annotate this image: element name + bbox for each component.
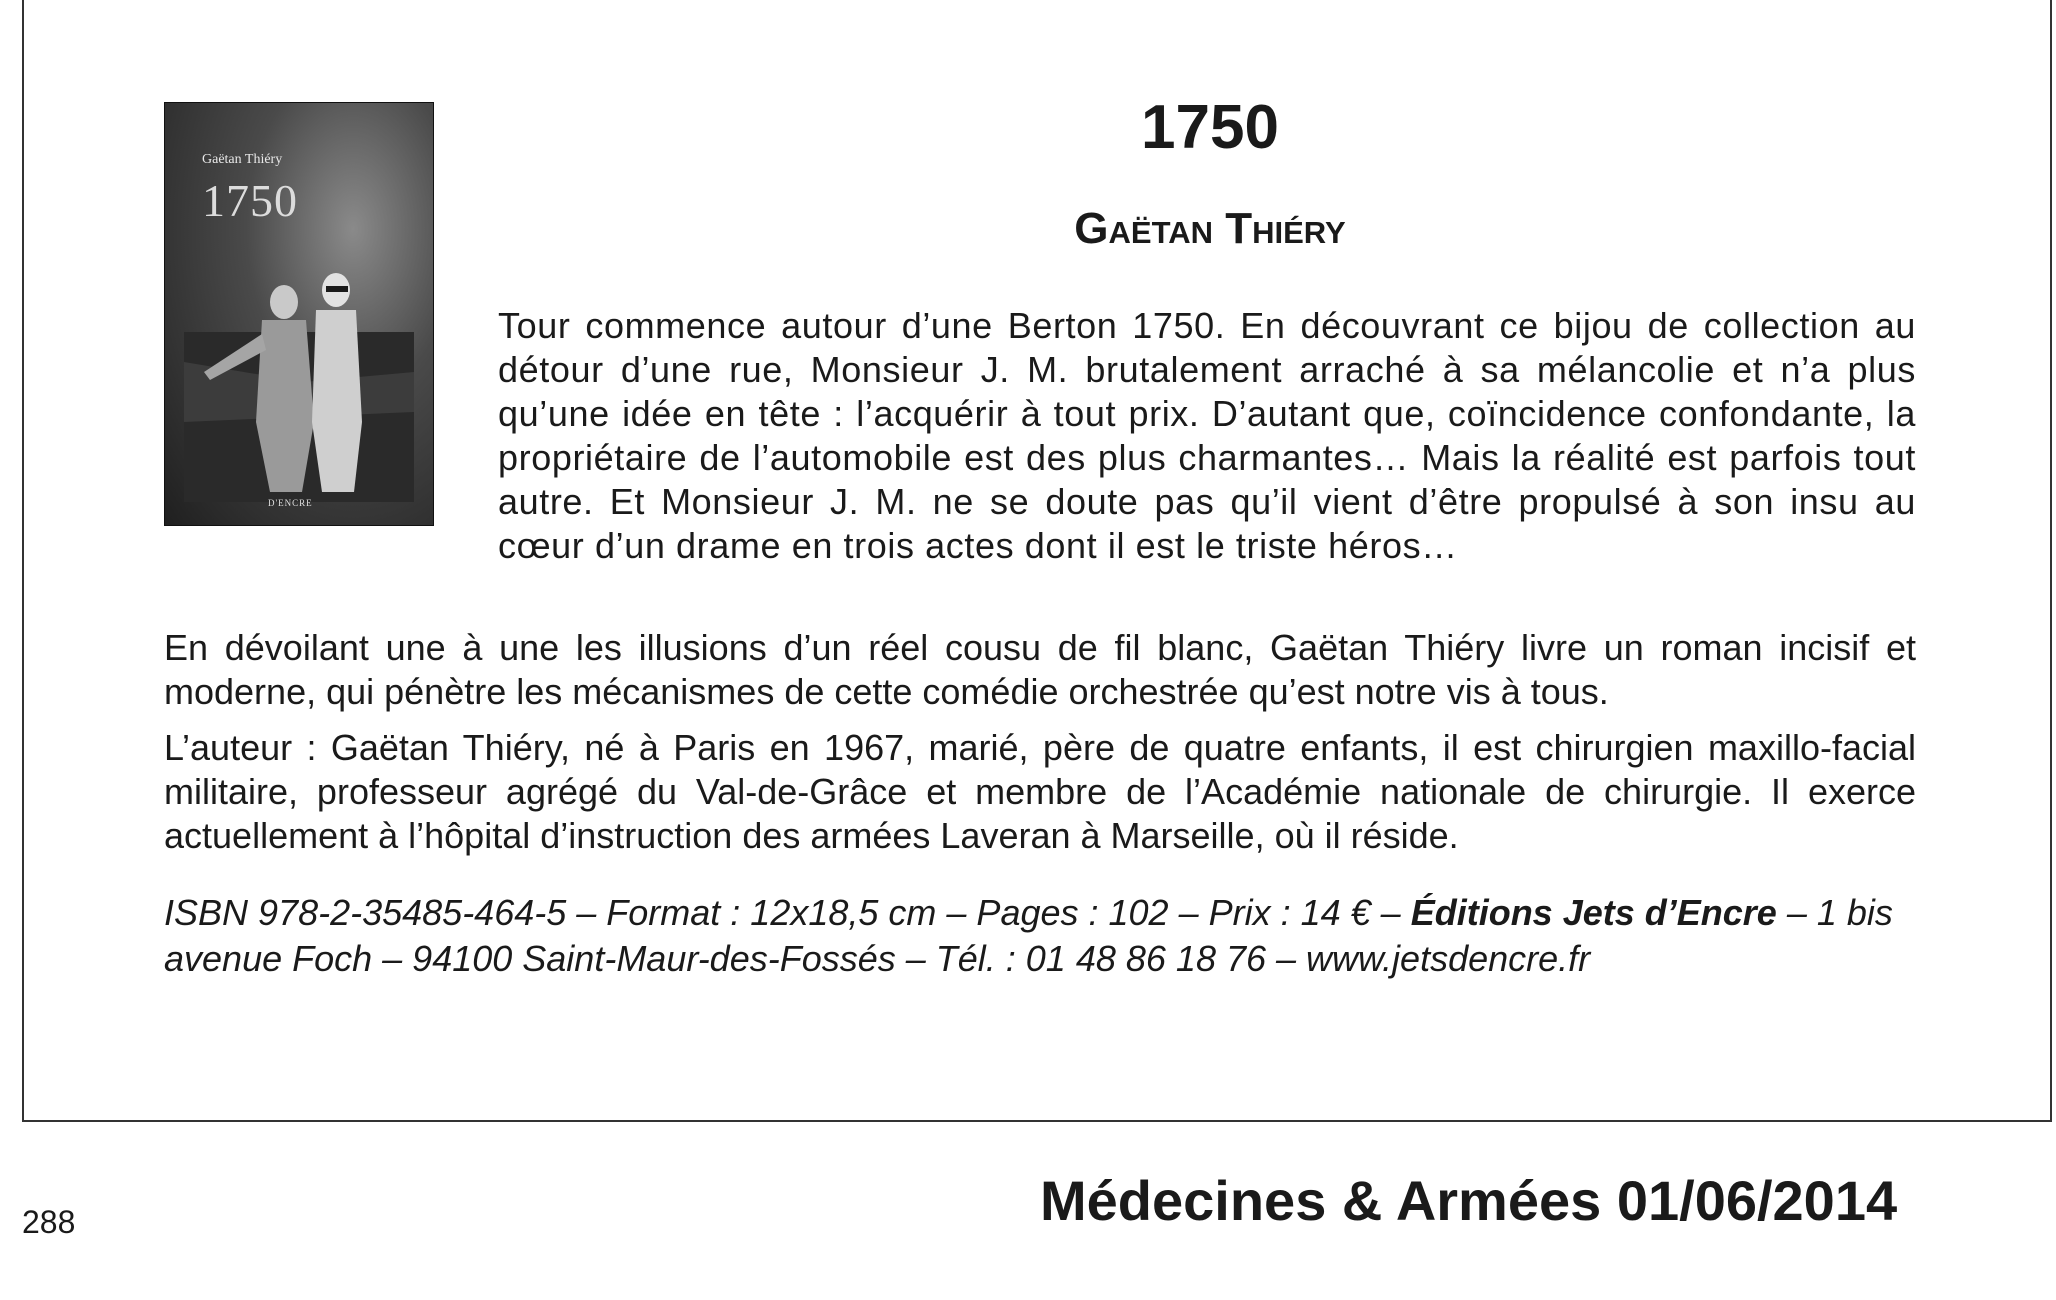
cover-publisher: D'ENCRE bbox=[268, 498, 313, 508]
biblio-address: – 1 bis avenue Foch – 94100 Saint-Maur-des-Fossés – Tél. : 01 48 86 18 76 – www.jetsdencre.fr bbox=[164, 892, 1893, 979]
review-paragraph: En dévoilant une à une les illusions d’un réel cousu de fil blanc, Gaëtan Thiéry livre un roman incisif et moderne, qui pénètre les mécanismes de cette comédie orchestrée qu’est notre vis à tous. bbox=[164, 627, 1916, 712]
summary-paragraph: Tour commence autour d’une Berton 1750. En découvrant ce bijou de collection au détour d’une rue, Monsieur J. M. brutalement arraché à sa mélancolie et n’a plus qu’une idée en tête : l’acquérir à tout prix. D’autant que, coïncidence confondante, la propriétaire de l’automobile est des plus charmantes… Mais la réalité est parfois tout autre. Et Monsieur J. M. ne se doute pas qu’il vient d’être propulsé à son insu au cœur d’un drame en trois actes dont il est le triste héros… bbox=[498, 305, 1916, 566]
bibliographic-details bbox=[164, 890, 1916, 982]
book-author: Gaëtan Thiéry bbox=[1074, 204, 1346, 253]
journal-footer: Médecines & Armées 01/06/2014 bbox=[1040, 1169, 1898, 1232]
book-title: 1750 bbox=[1141, 93, 1279, 162]
cover-illustration bbox=[184, 272, 414, 502]
author-bio-paragraph: L’auteur : Gaëtan Thiéry, né à Paris en 1967, marié, père de quatre enfants, il est chirurgien maxillo-facial militaire, professeur agrégé du Val-de-Grâce et membre de l’Académie nationale de chirurgie. Il exerce actuellement à l’hôpital d’instruction des armées Laveran à Marseille, où il réside. bbox=[164, 727, 1916, 856]
book-cover-image bbox=[164, 102, 434, 526]
cover-author: Gaëtan Thiéry bbox=[202, 152, 283, 167]
biblio-details: ISBN 978-2-35485-464-5 – Format : 12x18,5 cm – Pages : 102 – Prix : 14 € – bbox=[164, 892, 1411, 933]
biblio-publisher: Éditions Jets d’Encre bbox=[1410, 892, 1777, 933]
cover-title: 1750 bbox=[202, 175, 298, 226]
page-number: 288 bbox=[22, 1204, 76, 1240]
